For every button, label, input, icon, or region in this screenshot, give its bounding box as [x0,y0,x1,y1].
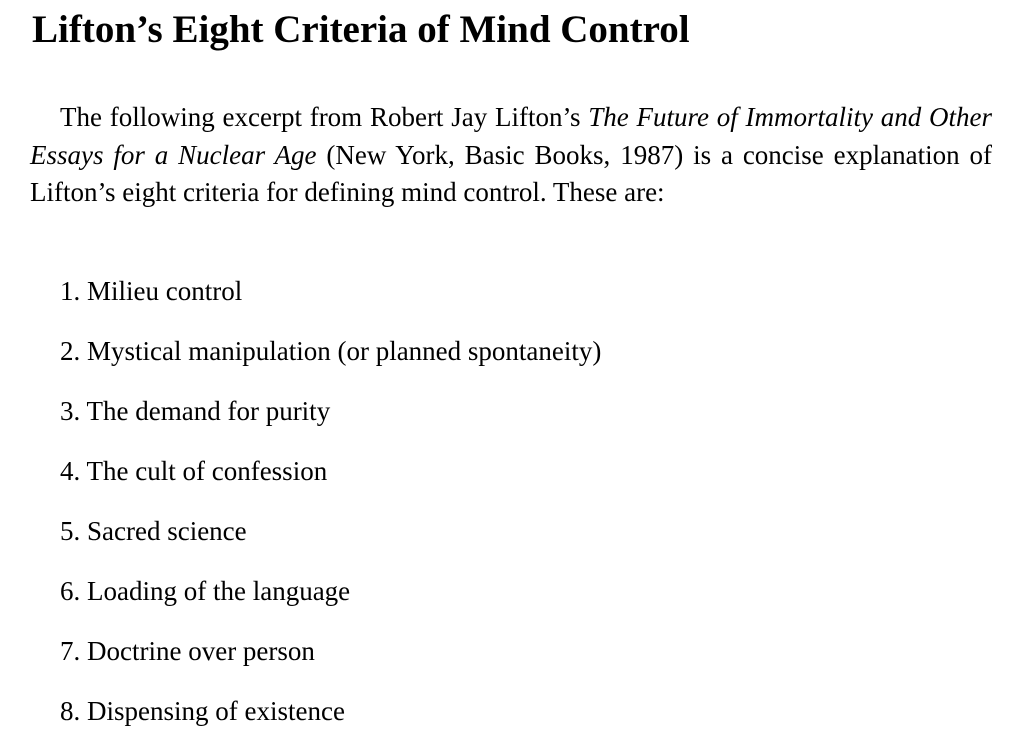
list-item [60,455,601,515]
list-item-number: 1. [60,276,81,306]
intro-text-end: (New York, Basic Books, 1987) is a concise explanation of Lifton’s eight criteria for defining mind control. These are: [30,139,992,207]
intro-paragraph [30,99,992,212]
list-item-number: 6. [60,576,81,606]
list-item-number: 7. [60,636,81,666]
list-item [60,395,601,455]
list-item-number: 3. [60,396,81,426]
list-item [60,695,601,755]
list-item-text: Loading of the language [87,576,351,606]
list-item [60,575,601,635]
list-item-number: 2. [60,336,81,366]
list-item [60,635,601,695]
intro-text-start: The following excerpt from Robert Jay Lifton’s [60,102,589,132]
list-item-text: The cult of confession [86,456,328,486]
list-item [60,275,601,335]
list-item [60,515,601,575]
list-item-text: Doctrine over person [87,636,315,666]
list-item-number: 5. [60,516,81,546]
list-item-number: 8. [60,696,81,726]
book-title: The Future of Immortality and Other Essays for a Nuclear Age [30,102,992,170]
page-title: Lifton’s Eight Criteria of Mind Control [32,8,690,51]
list-item-text: Mystical manipulation (or planned spontaneity) [87,336,602,366]
list-item-text: Dispensing of existence [87,696,345,726]
list-item-text: Sacred science [87,516,247,546]
criteria-list [60,275,601,755]
list-item-text: The demand for purity [86,396,331,426]
list-item [60,335,601,395]
list-item-text: Milieu control [87,276,243,306]
list-item-number: 4. [60,456,81,486]
